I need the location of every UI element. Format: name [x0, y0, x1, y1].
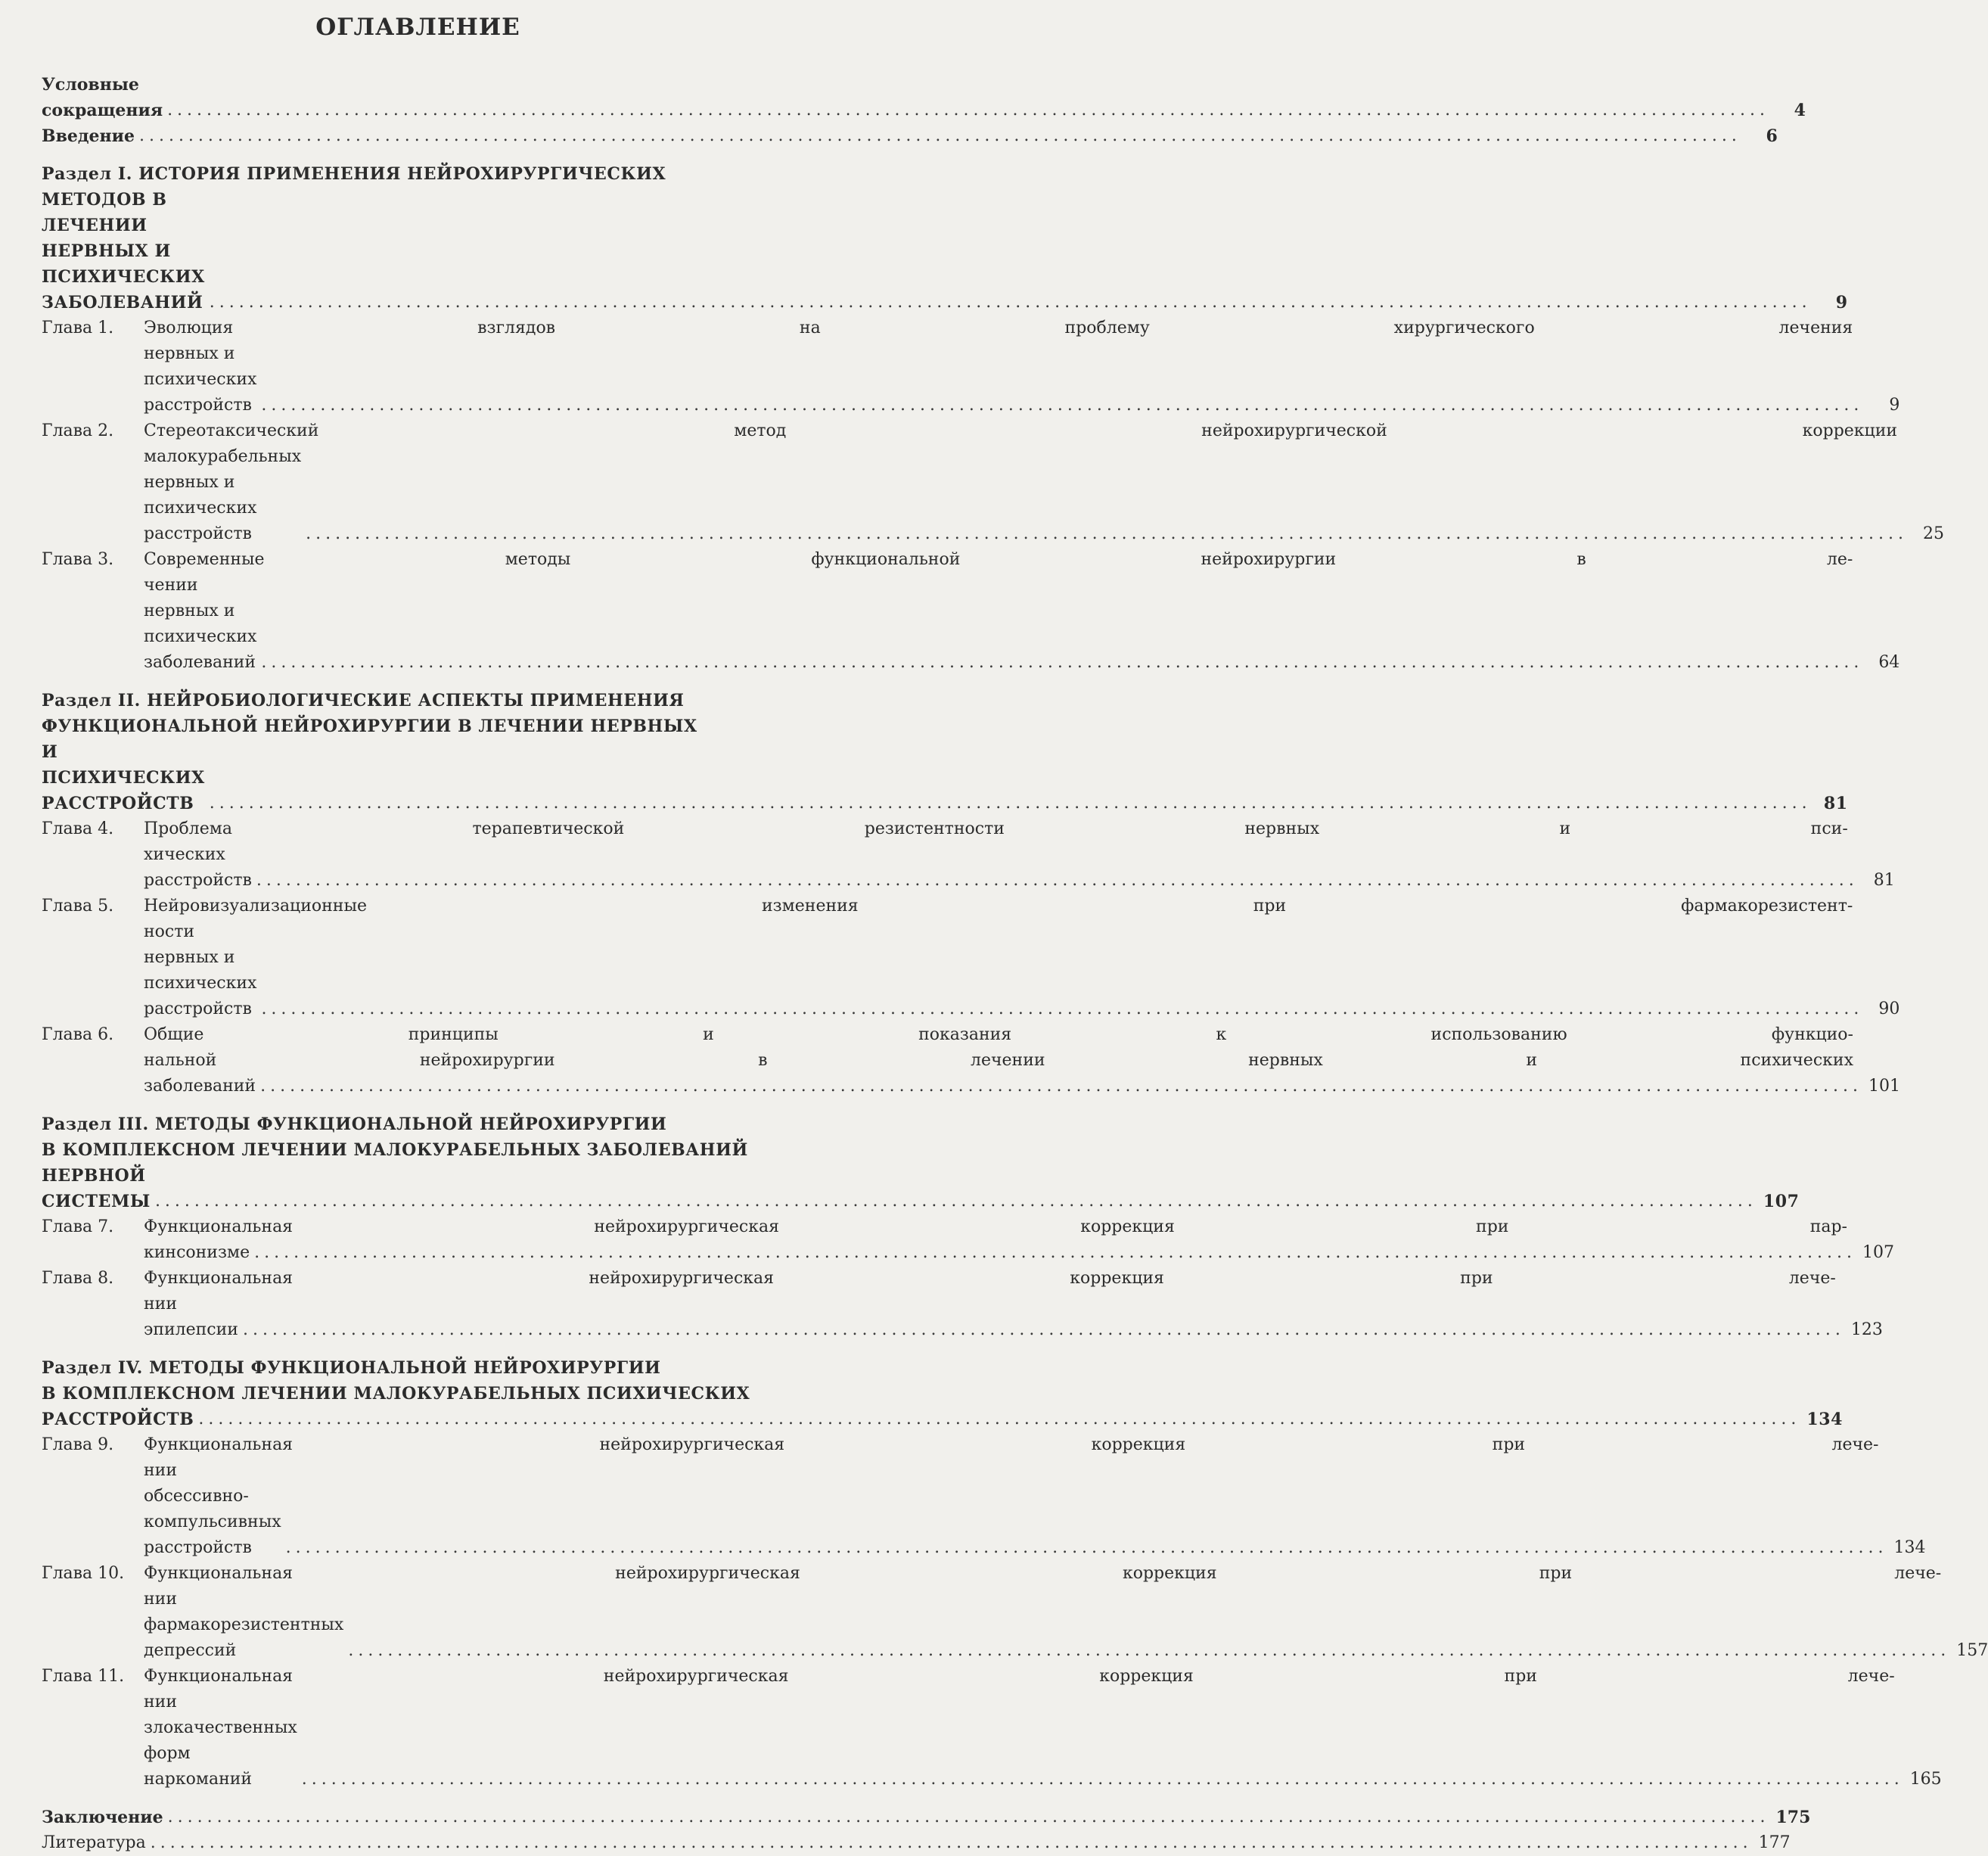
dot-leader	[168, 1805, 1770, 1830]
toc-page-number: 64	[1878, 653, 1900, 673]
section-heading-line: ФУНКЦИОНАЛЬНОЙ НЕЙРОХИРУРГИИ В ЛЕЧЕНИИ НЕРВНЫХ	[42, 717, 697, 737]
dot-leader	[210, 290, 1812, 316]
toc-entry-conclusion[interactable]	[42, 1805, 1811, 1830]
chapter-label: Глава 7.	[42, 1217, 114, 1237]
dot-leader	[286, 1535, 1888, 1561]
chapter-label: Глава 3.	[42, 550, 114, 570]
dot-leader	[167, 98, 1769, 123]
table-of-contents	[42, 14, 1988, 1856]
dot-leader	[261, 996, 1863, 1022]
chapter-label: Глава 6.	[42, 1025, 114, 1045]
section-heading[interactable]	[42, 688, 794, 739]
section-heading-line: Раздел III. МЕТОДЫ ФУНКЦИОНАЛЬНОЙ НЕЙРОХИРУРГИИ	[42, 1115, 667, 1135]
section-heading-line: НЕРВНОЙ СИСТЕМЫ	[42, 1166, 151, 1212]
section-heading-last-line[interactable]	[42, 739, 1848, 816]
section-heading-line: РАССТРОЙСТВ	[42, 1410, 194, 1430]
chapter-label: Глава 2.	[42, 421, 114, 441]
toc-page-number: 81	[1823, 794, 1848, 814]
dot-leader	[243, 1317, 1845, 1343]
chapter-title-line: нии фармакорезистентных депрессий	[144, 1590, 344, 1661]
toc-page-number: 4	[1794, 101, 1806, 121]
toc-page-number: 6	[1766, 126, 1778, 147]
chapter-title-line: кинсонизме	[144, 1243, 250, 1263]
chapter-title-line: Функциональная нейрохирургическая коррекция при пар-	[144, 1217, 1847, 1237]
toc-chapter-11[interactable]	[42, 1664, 1942, 1792]
chapter-label: Глава 10.	[42, 1564, 125, 1584]
section-heading-last-line[interactable]	[42, 1407, 1844, 1432]
chapter-title-line: нервных и психических расстройств	[144, 344, 257, 415]
dot-leader	[261, 650, 1863, 676]
toc-chapter-9[interactable]	[42, 1432, 1926, 1561]
chapter-label: Глава 9.	[42, 1435, 114, 1455]
toc-section-2	[42, 688, 1900, 1099]
chapter-title-line: Проблема терапевтической резистентности нервных и пси-	[144, 819, 1848, 839]
toc-chapter-1[interactable]	[42, 316, 1900, 418]
toc-section-3	[42, 1111, 1894, 1343]
section-heading-line: Раздел I. ИСТОРИЯ ПРИМЕНЕНИЯ НЕЙРОХИРУРГИЧЕСКИХ	[42, 164, 666, 185]
dot-leader	[151, 1830, 1753, 1856]
chapter-title-line: Функциональная нейрохирургическая коррекция при лече-	[144, 1667, 1895, 1687]
chapter-title-line: Общие принципы и показания к использованию функцио-	[144, 1025, 1853, 1045]
chapter-title-line: хических расстройств	[144, 845, 252, 891]
section-heading-line: Раздел II. НЕЙРОБИОЛОГИЧЕСКИЕ АСПЕКТЫ ПРИМЕНЕНИЯ	[42, 691, 685, 711]
toc-page-number: 175	[1775, 1808, 1811, 1828]
chapter-title-line: Эволюция взглядов на проблему хирургического лечения	[144, 319, 1853, 338]
toc-section-4	[42, 1355, 1988, 1792]
toc-entry-text: Условные сокращения	[42, 75, 163, 121]
chapter-title-line: Функциональная нейрохирургическая коррекция при лече-	[144, 1564, 1942, 1584]
chapter-title-line: Современные методы функциональной нейрохирургии в ле-	[144, 550, 1853, 570]
chapter-label: Глава 4.	[42, 819, 114, 839]
section-heading-line: МЕТОДОВ В ЛЕЧЕНИИ НЕРВНЫХ И ПСИХИЧЕСКИХ ЗАБОЛЕВАНИЙ	[42, 190, 205, 313]
chapter-title-line: нии эпилепсии	[144, 1295, 238, 1340]
dot-leader	[348, 1638, 1950, 1664]
section-heading[interactable]	[42, 161, 794, 187]
toc-page-number: 157	[1956, 1641, 1988, 1661]
toc-chapter-3[interactable]	[42, 547, 1900, 676]
toc-entry-text: Литература	[42, 1833, 146, 1853]
dot-leader	[260, 1074, 1862, 1099]
toc-chapter-5[interactable]	[42, 894, 1900, 1022]
toc-page-number: 107	[1862, 1243, 1894, 1263]
dot-leader	[306, 521, 1908, 547]
chapter-title-line: заболеваний	[144, 1077, 256, 1096]
dot-leader	[155, 1189, 1757, 1214]
dot-leader	[261, 393, 1863, 418]
chapter-title-line: Стереотаксический метод нейрохирургической коррекции	[144, 421, 1898, 441]
toc-page-number: 134	[1893, 1538, 1926, 1558]
chapter-title-line: Функциональная нейрохирургическая коррекция при лече-	[144, 1269, 1836, 1289]
dot-leader	[210, 791, 1812, 816]
toc-page-number: 123	[1850, 1320, 1883, 1340]
toc-page-number: 101	[1868, 1077, 1900, 1096]
chapter-title-line: малокурабельных нервных и психических расстройств	[144, 447, 302, 544]
chapter-title-line: чении нервных и психических заболеваний	[144, 576, 257, 673]
dot-leader	[198, 1407, 1800, 1432]
toc-section-1	[42, 161, 1945, 676]
toc-chapter-8[interactable]	[42, 1266, 1883, 1343]
chapter-title-line: Функциональная нейрохирургическая коррекция при лече-	[144, 1435, 1879, 1455]
section-heading-line: В КОМПЛЕКСНОМ ЛЕЧЕНИИ МАЛОКУРАБЕЛЬНЫХ ЗАБОЛЕВАНИЙ	[42, 1140, 748, 1161]
chapter-label: Глава 5.	[42, 897, 114, 916]
toc-page-number: 9	[1835, 293, 1848, 313]
section-heading-line: Раздел IV. МЕТОДЫ ФУНКЦИОНАЛЬНОЙ НЕЙРОХИРУРГИИ	[42, 1358, 661, 1379]
section-heading[interactable]	[42, 1355, 794, 1407]
toc-entry-literature[interactable]	[42, 1830, 1791, 1856]
dot-leader	[139, 123, 1741, 149]
toc-page-number: 81	[1873, 871, 1895, 891]
toc-page-number: 9	[1889, 396, 1900, 415]
section-heading-line: В КОМПЛЕКСНОМ ЛЕЧЕНИИ МАЛОКУРАБЕЛЬНЫХ ПСИХИЧЕСКИХ	[42, 1384, 750, 1404]
dot-leader	[302, 1767, 1904, 1792]
toc-page-number: 25	[1923, 524, 1945, 544]
chapter-label: Глава 8.	[42, 1269, 114, 1289]
toc-entry-text: Заключение	[42, 1808, 163, 1828]
chapter-title-line: ности нервных и психических расстройств	[144, 922, 257, 1019]
chapter-label: Глава 11.	[42, 1667, 125, 1687]
chapter-title-line: нальной нейрохирургии в лечении нервных и психических	[144, 1051, 1853, 1071]
toc-chapter-7[interactable]	[42, 1214, 1894, 1266]
chapter-title-line: Нейровизуализационные изменения при фармакорезистент-	[144, 897, 1853, 916]
toc-page-number: 107	[1763, 1192, 1800, 1212]
chapter-title-line: нии злокачественных форм наркоманий	[144, 1693, 297, 1789]
toc-page-number: 165	[1909, 1770, 1942, 1789]
toc-page-number: 90	[1878, 1000, 1900, 1019]
dot-leader	[256, 868, 1859, 894]
toc-page-number: 134	[1806, 1410, 1844, 1430]
section-heading[interactable]	[42, 1111, 794, 1163]
page-title: ОГЛАВЛЕНИЕ	[315, 14, 520, 41]
toc-entry-abbreviations[interactable]	[42, 72, 1806, 123]
chapter-label: Глава 1.	[42, 319, 114, 338]
section-heading-last-line[interactable]	[42, 187, 1848, 316]
toc-chapter-2[interactable]	[42, 418, 1945, 547]
toc-chapter-4[interactable]	[42, 816, 1895, 894]
section-heading-last-line[interactable]	[42, 1163, 1800, 1214]
toc-page-number: 177	[1758, 1833, 1791, 1853]
toc-chapter-10[interactable]	[42, 1561, 1988, 1664]
dot-leader	[254, 1240, 1856, 1266]
toc-entry-text: Введение	[42, 126, 135, 147]
toc-chapter-6[interactable]	[42, 1022, 1900, 1099]
toc-entry-introduction[interactable]	[42, 123, 1778, 149]
section-heading-line: И ПСИХИЧЕСКИХ РАССТРОЙСТВ	[42, 742, 205, 814]
chapter-title-line: нии обсессивно-компульсивных расстройств	[144, 1461, 281, 1558]
